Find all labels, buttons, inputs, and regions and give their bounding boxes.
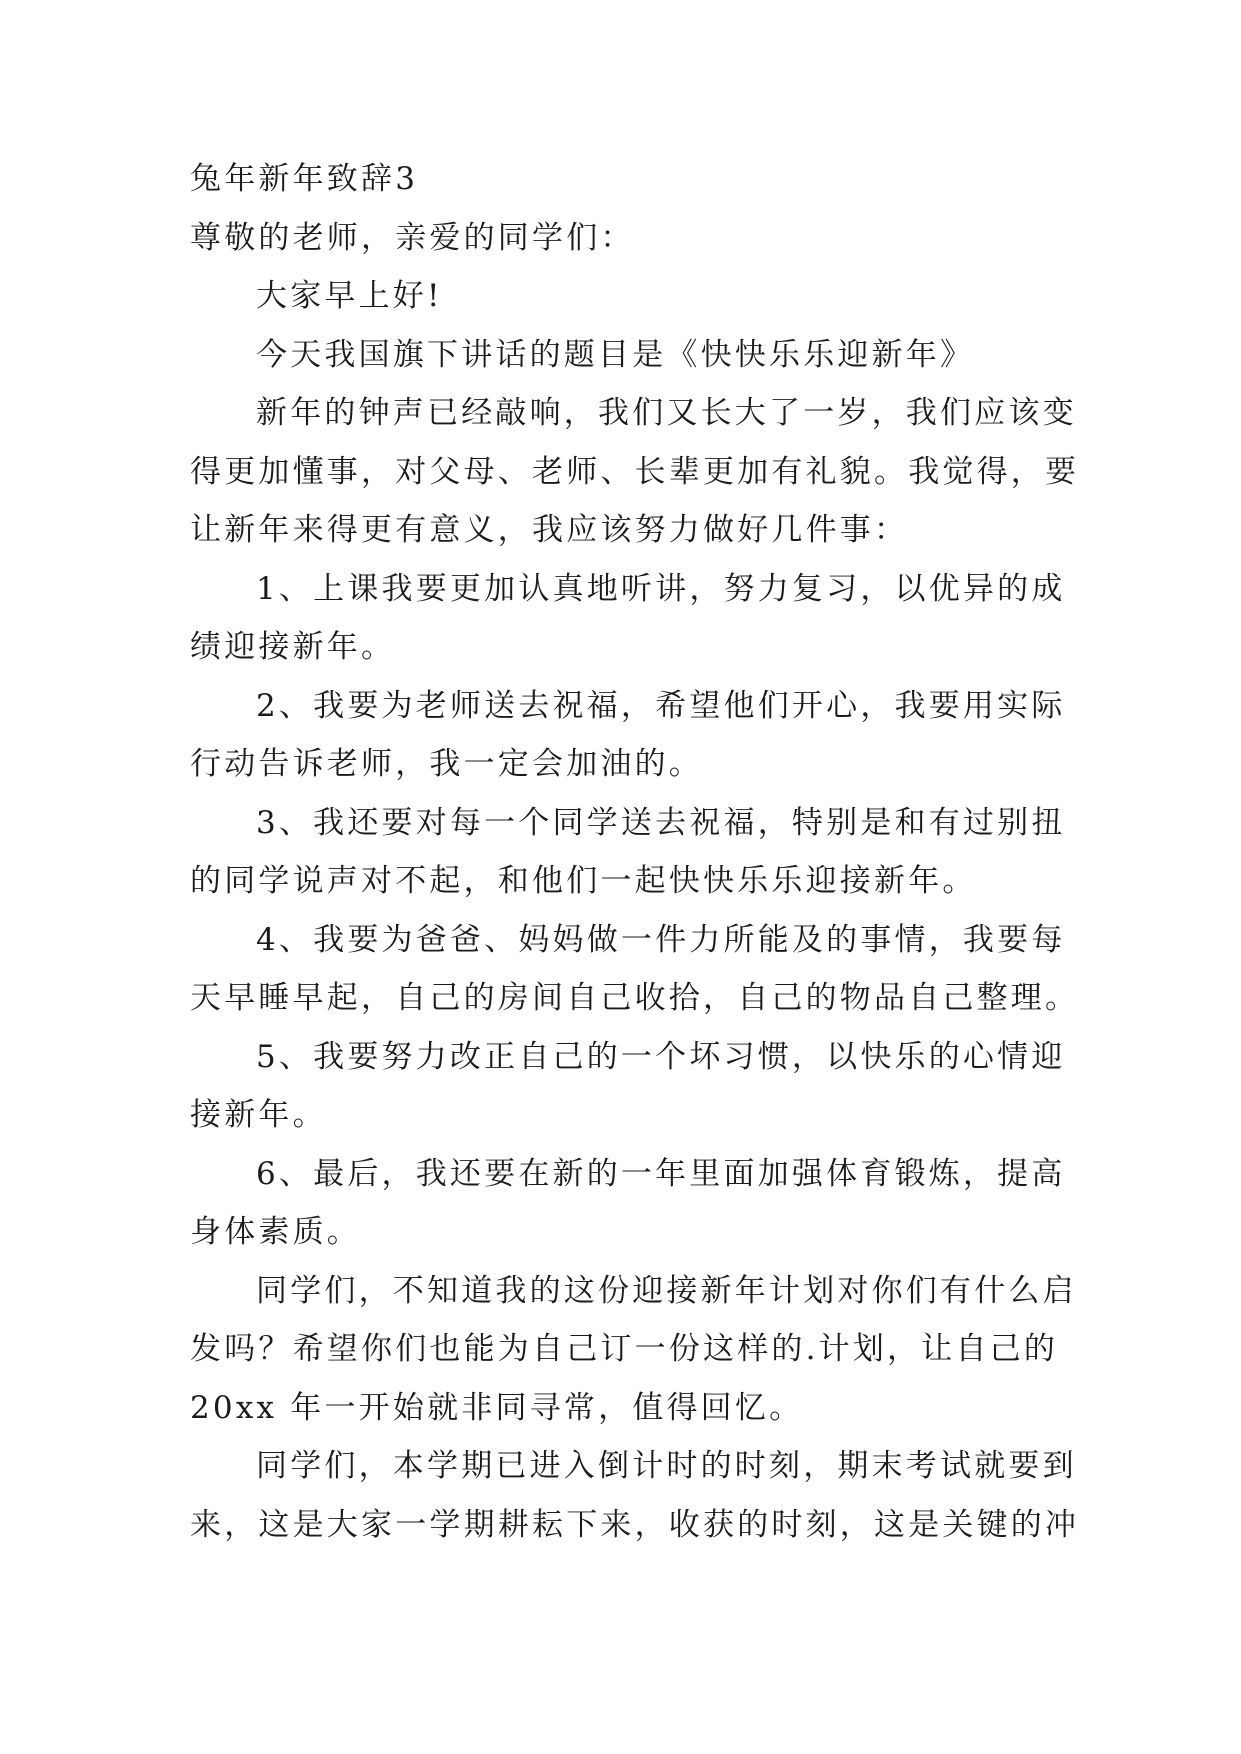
list-item-line: 身体素质。: [190, 1214, 361, 1250]
paragraph-line: 让新年来得更有意义，我应该努力做好几件事：: [190, 512, 909, 548]
list-item-line: 行动告诉老师，我一定会加油的。: [190, 746, 703, 782]
list-item-line: 天早睡早起，自己的房间自己收拾，自己的物品自己整理。: [190, 980, 1080, 1016]
list-item-line: 接新年。: [190, 1097, 327, 1133]
speech-topic: 今天我国旗下讲话的题目是《快快乐乐迎新年》: [256, 336, 975, 373]
list-item-line: 6、最后，我还要在新的一年里面加强体育锻炼，提高: [256, 1155, 1066, 1192]
paragraph-line: 同学们，本学期已进入倒计时的时刻，期末考试就要到: [256, 1448, 1077, 1484]
paragraph-line: 20xx 年一开始就非同寻常，值得回忆。: [190, 1389, 804, 1426]
list-item-line: 2、我要为老师送去祝福，希望他们开心，我要用实际: [256, 687, 1066, 724]
list-item-line: 5、我要努力改正自己的一个坏习惯，以快乐的心情迎: [256, 1038, 1066, 1075]
list-item-line: 的同学说声对不起，和他们一起快快乐乐迎接新年。: [190, 863, 977, 899]
paragraph-line: 新年的钟声已经敲响，我们又长大了一岁，我们应该变: [256, 395, 1077, 431]
paragraph-line: 同学们，不知道我的这份迎接新年计划对你们有什么启: [256, 1272, 1077, 1309]
paragraph-line: 发吗？希望你们也能为自己订一份这样的.计划，让自己的: [190, 1331, 1059, 1367]
paragraph-line: 来，这是大家一学期耕耘下来，收获的时刻，这是关键的冲: [190, 1506, 1080, 1543]
list-item-line: 绩迎接新年。: [190, 629, 396, 665]
list-item-line: 4、我要为爸爸、妈妈做一件力所能及的事情，我要每: [256, 921, 1066, 958]
paragraph-line: 得更加懂事，对父母、老师、长辈更加有礼貌。我觉得，要: [190, 453, 1080, 490]
document-title: 兔年新年致辞3: [190, 161, 419, 197]
list-item-line: 3、我还要对每一个同学送去祝福，特别是和有过别扭: [256, 804, 1066, 841]
document-body: [190, 150, 1080, 1554]
salutation: 尊敬的老师，亲爱的同学们：: [190, 219, 635, 256]
list-item-line: 1、上课我要更加认真地听讲，努力复习，以优异的成: [256, 570, 1066, 607]
greeting: 大家早上好!: [256, 278, 443, 314]
